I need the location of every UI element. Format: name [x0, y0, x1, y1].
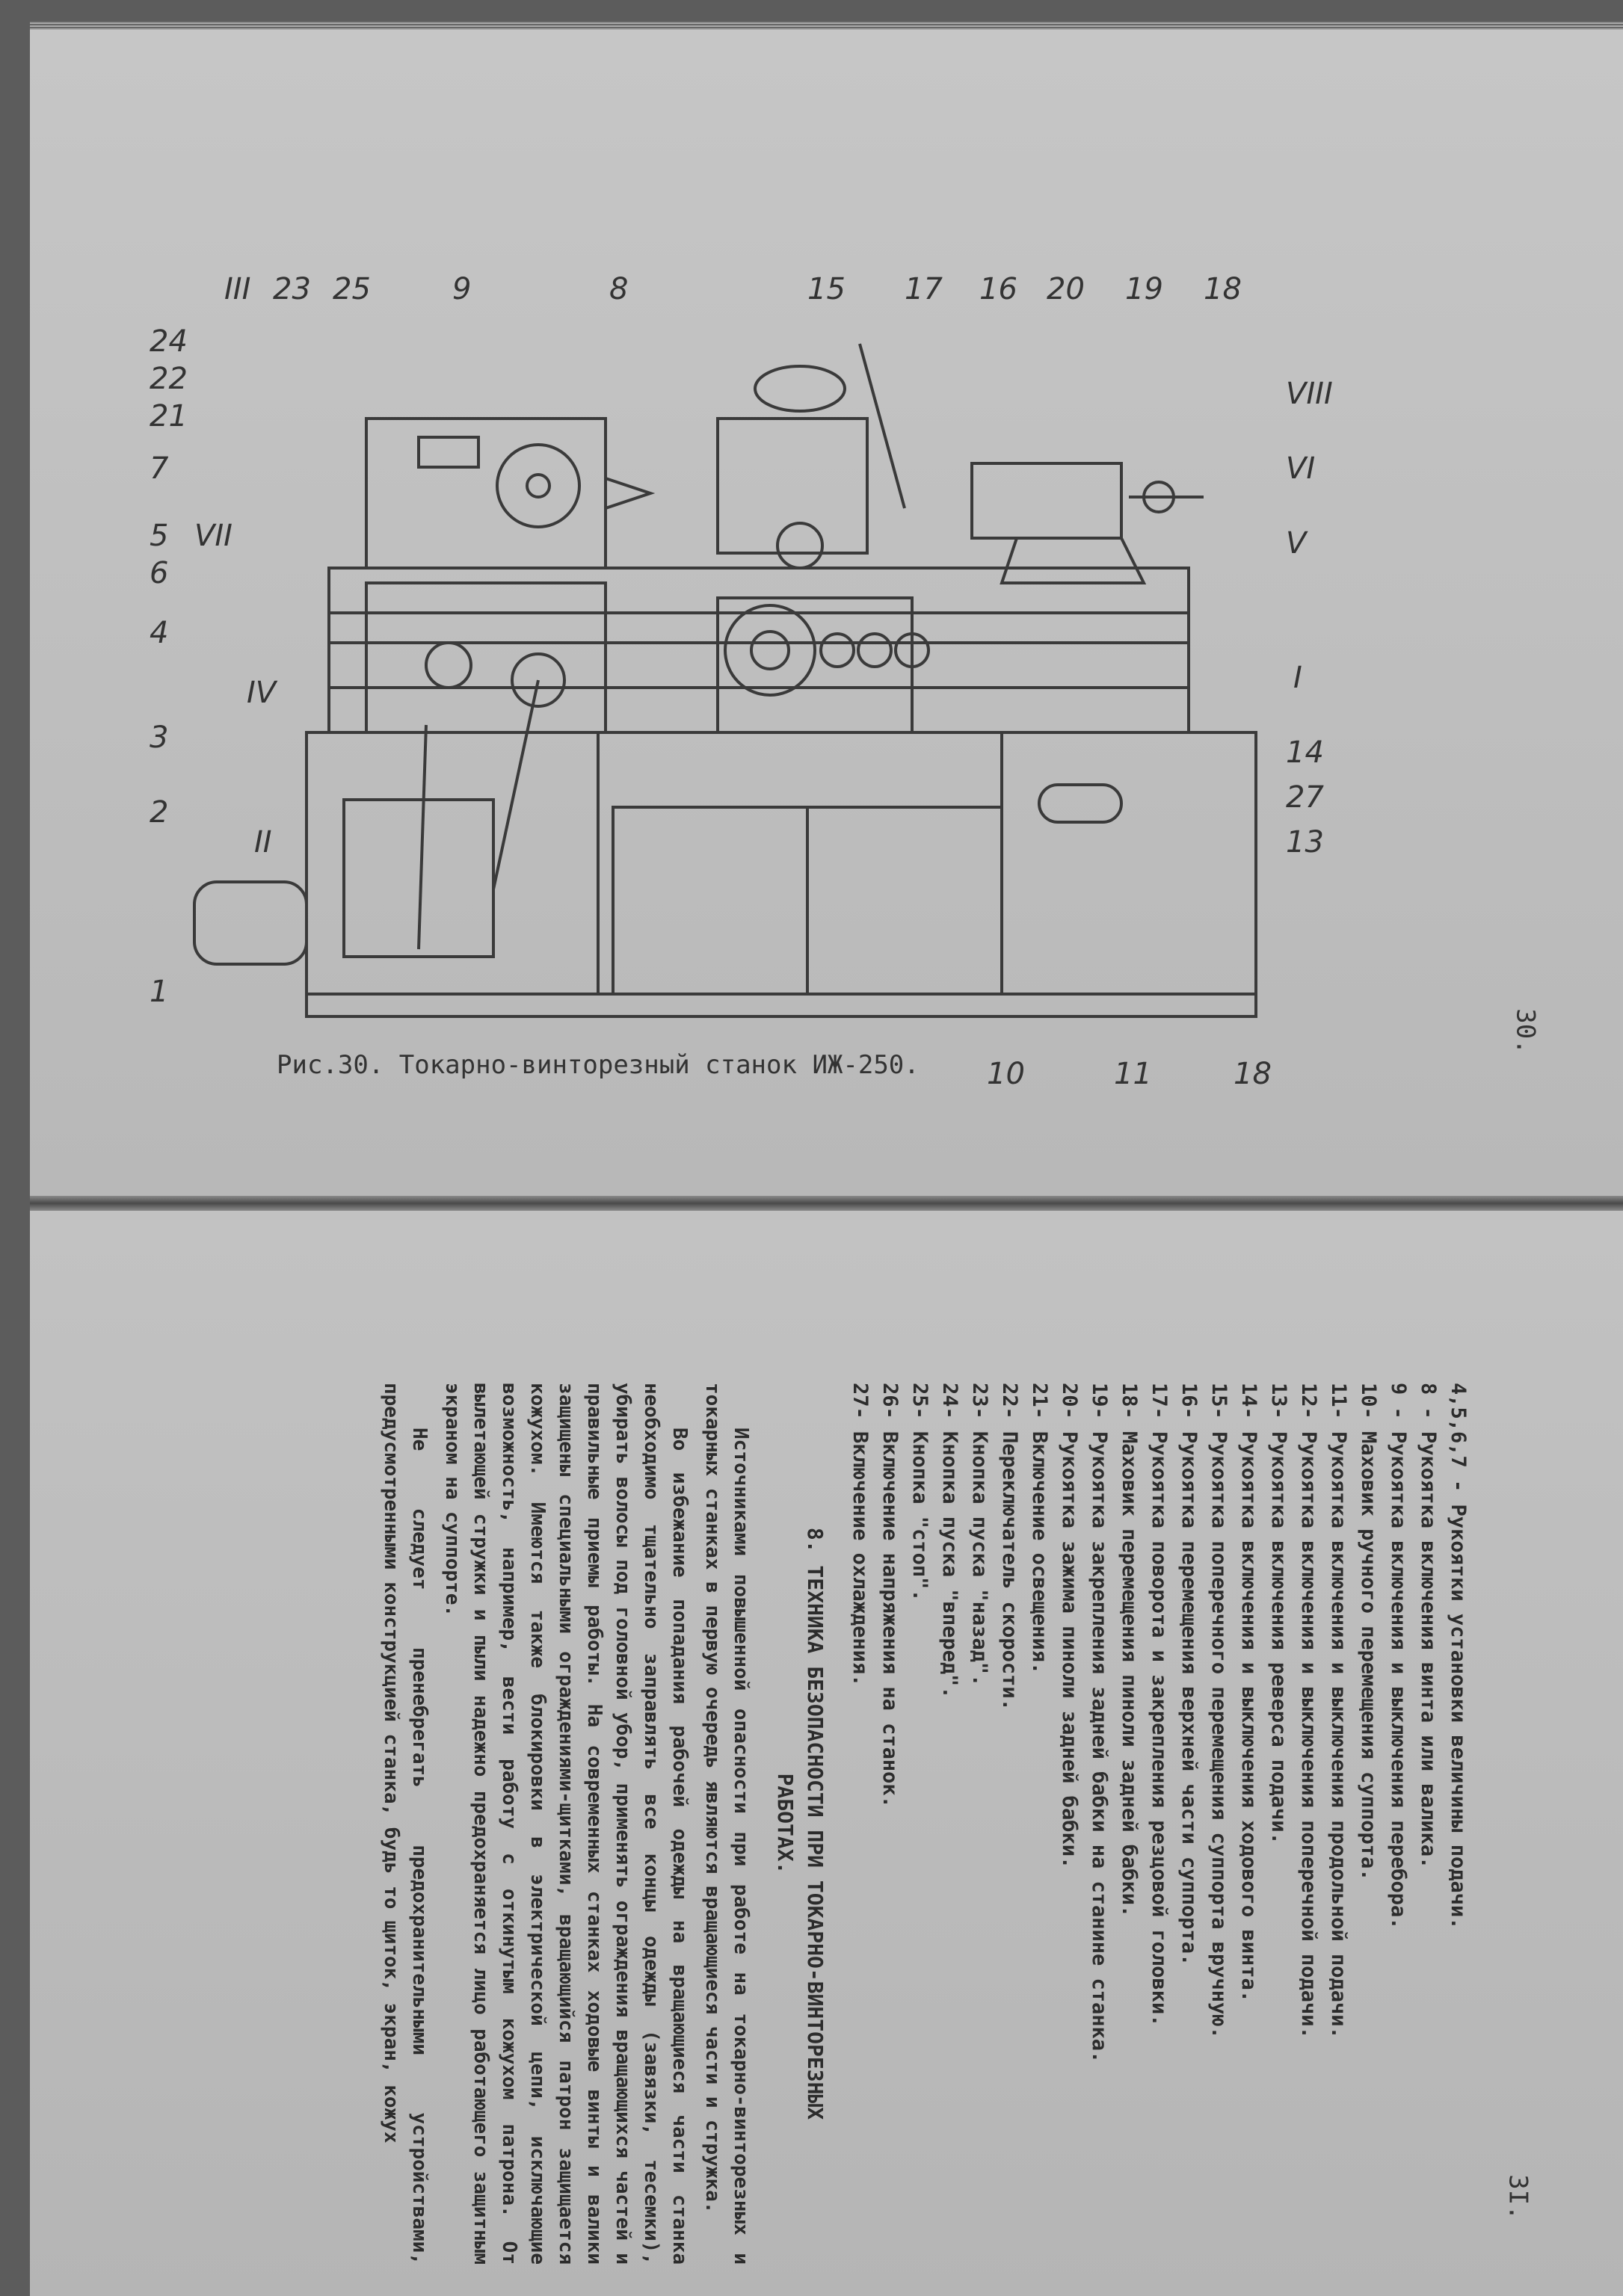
gearbox: [366, 583, 606, 732]
legend-item: 14- Рукоятка включения и выключения ходового винта.: [1237, 1383, 1260, 2003]
section-paragraph: Во избежание попадания рабочей одежды на вращающиеся части станка необходимо тщательно заправлять все концы одежды (завязки, тесемки), убирать волосы под головной убор, применять ограждения вращающихся частей и правильные приемы работы. На современных станках ходовые винты и валики защищены специальными ограждениями-щитками, вращающийся патрон защищается кожухом. Имеются также блокировки в электрической цепи, исключающие возможность, например, вести работу с откинутым кожухом патрона. От вылетающей стружки и пыли надежно предохраняется лицо работающего защитным экраном на суппорте.: [441, 1383, 691, 2265]
callout-label: 16: [979, 272, 1017, 306]
callout-label: 15: [807, 272, 846, 306]
rotated-text-block: [377, 1383, 1473, 2265]
callout-label: IV: [247, 676, 277, 710]
callout-label: VIII: [1286, 377, 1333, 411]
legend-item: 27- Включение охлаждения.: [849, 1383, 872, 1687]
legend-item: 9 - Рукоятка включения и выключения перебора.: [1387, 1383, 1410, 1930]
legend-item: 10- Маховик ручного перемещения суппорта.: [1357, 1383, 1380, 1881]
section-paragraph: Источниками повышенной опасности при работе на токарно-винторезных и токарных станках в первую очередь являются вращающиеся части и стружка.: [701, 1383, 752, 2265]
motor: [194, 882, 307, 964]
legend-item: 16- Рукоятка перемещения верхней части суппорта.: [1177, 1383, 1201, 1966]
callout-label: 23: [273, 272, 311, 306]
legend-item: 24- Кнопка пуска "вперед".: [938, 1383, 961, 1699]
callout-label: 20: [1047, 272, 1085, 306]
page-number-left: 30.: [1510, 1008, 1541, 1055]
callout-label: 11: [1114, 1057, 1152, 1091]
carriage: [718, 419, 867, 553]
page-top: [30, 30, 1623, 1196]
callout-label: 10: [987, 1057, 1025, 1091]
lathe-figure: [30, 30, 1623, 1196]
callout-label: 17: [905, 272, 943, 306]
legend-item: 22- Переключатель скорости.: [998, 1383, 1021, 1711]
legend-item: 25- Кнопка "стоп".: [908, 1383, 931, 1602]
page-number-right: 3I.: [1503, 2174, 1533, 2221]
legend-item: 13- Рукоятка включения реверса подачи.: [1267, 1383, 1290, 1845]
figure-caption: Рис.30. Токарно-винторезный станок ИЖ-250.: [277, 1050, 920, 1080]
left-pedestal: [307, 732, 598, 994]
callout-label: 7: [150, 451, 169, 486]
legend-item: 11- Рукоятка включения и выключения продольной подачи.: [1327, 1383, 1350, 2039]
book-spine: [30, 1196, 1623, 1211]
section-paragraph: Не следует пренебрегать предохранительными устройствами, предусмотренными конструкцией станка, будь то щиток, экран, кожух: [380, 1383, 431, 2265]
legend-item: 8 - Рукоятка включения винта или валика.: [1417, 1383, 1440, 1869]
legend-item: 17- Рукоятка поворота и закрепления резцовой головки.: [1148, 1383, 1171, 2027]
callout-label: 19: [1125, 272, 1163, 306]
callout-label: 18: [1204, 272, 1242, 306]
lathe-base: [307, 994, 1256, 1016]
tailstock: [972, 463, 1121, 538]
headstock: [366, 419, 606, 568]
page-bottom: [30, 1211, 1623, 2296]
legend-item: 4,5,6,7 - Рукоятки установки величины подачи.: [1447, 1383, 1470, 1930]
legend-item: 12- Рукоятка включения и выключения поперечной подачи.: [1297, 1383, 1320, 2039]
callout-label: 22: [150, 362, 188, 396]
callout-label: VII: [194, 519, 232, 553]
callout-label: 18: [1234, 1057, 1272, 1091]
legend-item: 18- Маховик перемещения пиноли задней бабки.: [1118, 1383, 1141, 1918]
callout-label: 5: [150, 519, 169, 553]
callout-label: 1: [150, 975, 169, 1009]
lathe-drawing: [194, 344, 1256, 1016]
right-pedestal: [1002, 732, 1256, 994]
callout-label: 2: [150, 795, 169, 830]
callout-label: 21: [150, 399, 188, 433]
callout-label: I: [1293, 661, 1302, 695]
legend-item: 19- Рукоятка закрепления задней бабки на станине станка.: [1088, 1383, 1111, 2064]
callout-label: 9: [452, 272, 472, 306]
lathe-bed: [329, 568, 1189, 732]
legend-item: 15- Рукоятка поперечного перемещения суппорта вручную.: [1207, 1383, 1231, 2039]
callout-label: 14: [1286, 735, 1324, 770]
callout-label: 4: [150, 616, 169, 650]
callout-label: 27: [1286, 780, 1324, 815]
legend-list: [845, 1383, 1473, 2265]
callout-label: 24: [150, 324, 188, 359]
callout-label: II: [254, 825, 272, 860]
callout-label: 3: [150, 720, 169, 755]
callout-label: 13: [1286, 825, 1324, 860]
section-heading: 8. ТЕХНИКА БЕЗОПАСНОСТИ ПРИ ТОКАРНО-ВИНТОРЕЗНЫХ РАБОТАХ.: [773, 1527, 828, 2120]
callout-labels: [150, 272, 1333, 1091]
callout-label: III: [224, 272, 251, 306]
callout-label: 6: [150, 556, 169, 590]
callout-label: 8: [609, 272, 629, 306]
callout-label: V: [1286, 526, 1307, 561]
legend-item: 26- Включение напряжения на станок.: [878, 1383, 902, 1808]
legend-item: 21- Включение освещения.: [1028, 1383, 1051, 1675]
callout-label: VI: [1286, 451, 1316, 486]
callout-label: 25: [333, 272, 371, 306]
legend-item: 23- Кнопка пуска "назад".: [968, 1383, 991, 1687]
legend-item: 20- Рукоятка зажима пиноли задней бабки.: [1058, 1383, 1081, 1869]
